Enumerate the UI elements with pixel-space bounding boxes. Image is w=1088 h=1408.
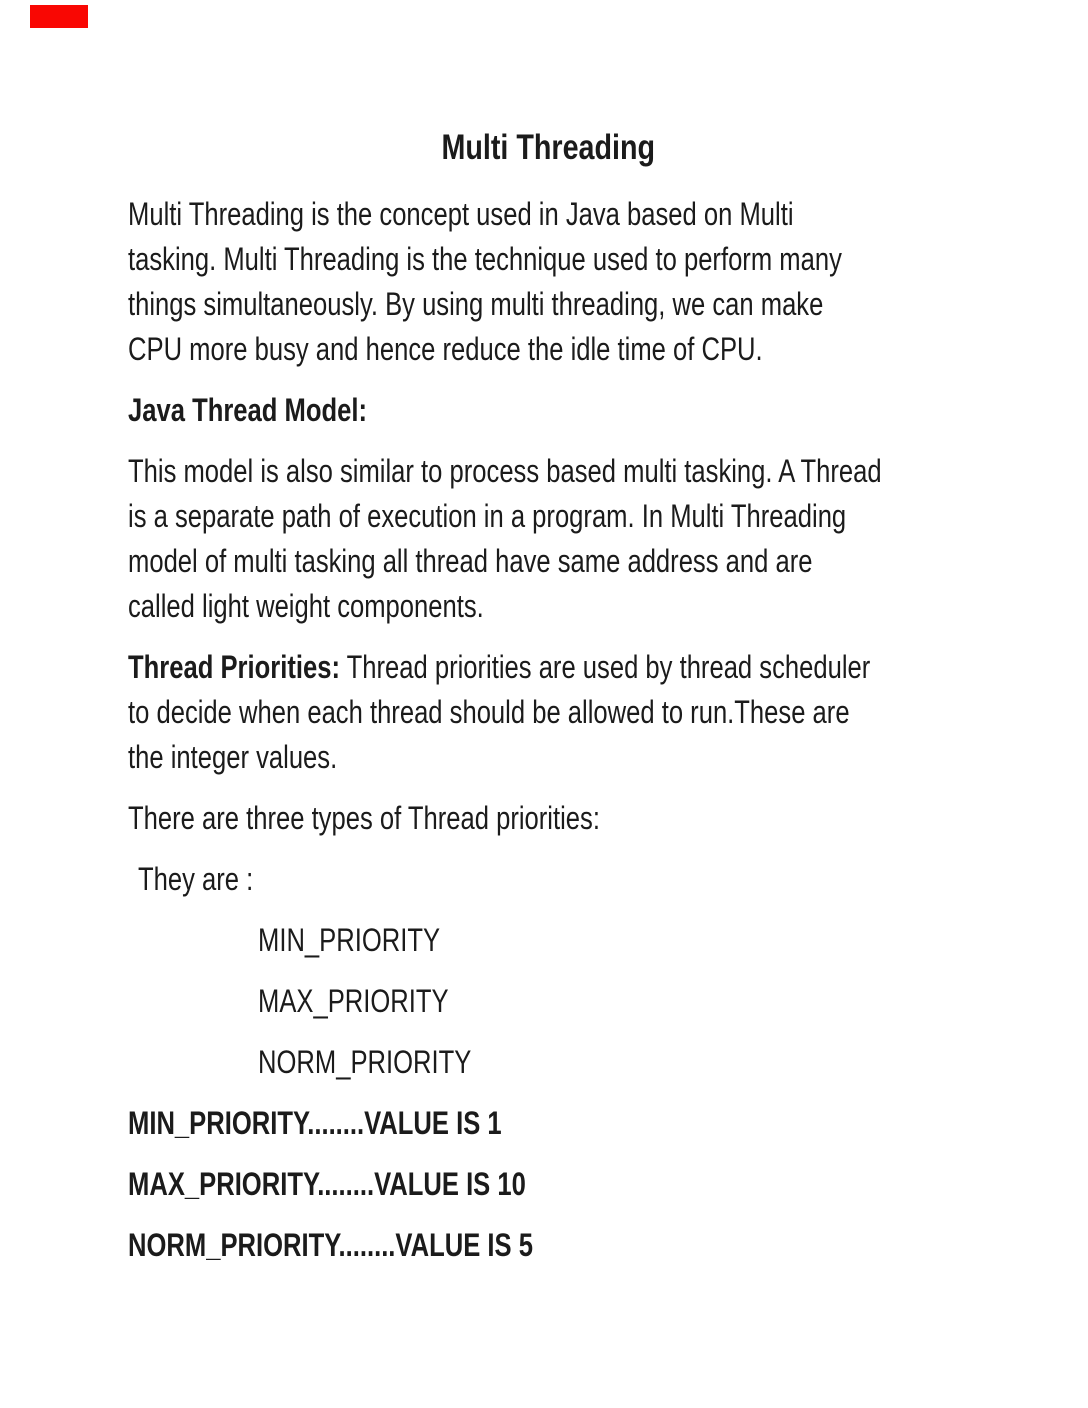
text-line-content: They are :: [138, 861, 254, 897]
priority-name-max: [258, 979, 968, 1024]
text-line: [128, 645, 968, 690]
thread-priorities-rest: Thread priorities are used by thread scheduler: [339, 649, 871, 685]
text-line-content: This model is also similar to process based multi tasking. A Thread: [128, 453, 882, 489]
text-line-content: called light weight components.: [128, 588, 484, 624]
priority-value-norm: [128, 1223, 968, 1268]
text-line: [128, 494, 968, 539]
priority-name-text: MIN_PRIORITY: [258, 922, 441, 958]
text-line-content: to decide when each thread should be allowed to run.These are: [128, 694, 850, 730]
text-line: [128, 327, 968, 372]
text-line: [128, 192, 968, 237]
text-line: [138, 857, 968, 902]
text-line-content: tasking. Multi Threading is the technique used to perform many: [128, 241, 842, 277]
text-line: [128, 735, 968, 780]
java-thread-model-heading: [128, 388, 968, 433]
text-line: [128, 388, 968, 433]
text-line-content: Multi Threading is the concept used in Java based on Multi: [128, 196, 794, 232]
text-line: [258, 979, 968, 1024]
text-line: [258, 1040, 968, 1085]
text-line-content: the integer values.: [128, 739, 338, 775]
thread-priorities-paragraph: [128, 645, 968, 780]
text-line: [258, 918, 968, 963]
text-line-content: is a separate path of execution in a program. In Multi Threading: [128, 498, 847, 534]
priority-value-max: [128, 1162, 968, 1207]
intro-paragraph: [128, 192, 968, 372]
priority-name-text: MAX_PRIORITY: [258, 983, 449, 1019]
text-line: [128, 1101, 968, 1146]
text-line-content: [128, 645, 870, 690]
priority-name-norm: [258, 1040, 968, 1085]
thread-priorities-label: Thread Priorities:: [128, 649, 340, 685]
priority-name-min: [258, 918, 968, 963]
thread-model-paragraph: [128, 449, 968, 629]
page-title-text: Multi Threading: [441, 128, 655, 167]
text-line: [128, 584, 968, 629]
text-line: [128, 237, 968, 282]
text-line-content: CPU more busy and hence reduce the idle time of CPU.: [128, 331, 763, 367]
priority-value-text: MIN_PRIORITY........VALUE IS 1: [128, 1105, 502, 1141]
text-line: [128, 1223, 968, 1268]
priority-value-min: [128, 1101, 968, 1146]
priority-name-text: NORM_PRIORITY: [258, 1044, 472, 1080]
priority-value-text: NORM_PRIORITY........VALUE IS 5: [128, 1227, 533, 1263]
red-marker: [30, 5, 88, 28]
text-line-content: model of multi tasking all thread have same address and are: [128, 543, 813, 579]
text-line: [128, 1162, 968, 1207]
priority-value-text: MAX_PRIORITY........VALUE IS 10: [128, 1166, 526, 1202]
they-are-paragraph: [128, 857, 968, 902]
text-line: [128, 282, 968, 327]
heading-text: Java Thread Model:: [128, 392, 367, 428]
text-line-content: There are three types of Thread priorities:: [128, 800, 600, 836]
text-line: [128, 539, 968, 584]
text-line: [128, 796, 968, 841]
types-paragraph: [128, 796, 968, 841]
page-title: [128, 128, 968, 168]
text-line: [128, 449, 968, 494]
text-line: [128, 690, 968, 735]
text-line-content: things simultaneously. By using multi threading, we can make: [128, 286, 824, 322]
